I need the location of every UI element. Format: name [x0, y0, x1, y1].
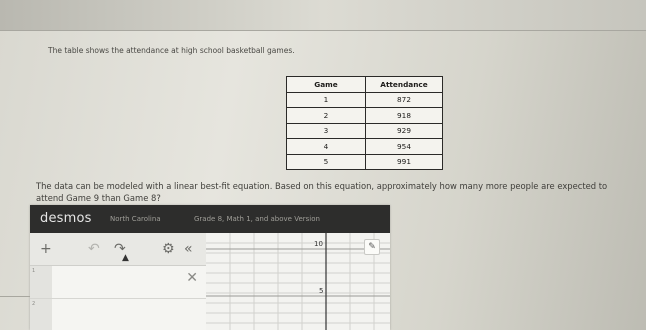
attendance-table	[286, 76, 443, 170]
question-body-line1: The data can be modeled with a linear best-fit equation. Based on this equation, approximately how many more people are expected to	[36, 181, 608, 191]
undo-icon[interactable]: ↶	[88, 241, 100, 257]
collapse-panel-icon[interactable]: «	[184, 241, 193, 257]
desmos-calculator[interactable]	[30, 205, 390, 330]
table-row	[287, 92, 443, 108]
delete-expression-icon[interactable]: ✕	[186, 270, 198, 286]
column-header-game: Game	[287, 77, 366, 93]
expression-row[interactable]	[30, 299, 206, 330]
cell-game: 5	[287, 154, 366, 170]
y-tick-label-mid: 5	[319, 287, 324, 295]
settings-gear-icon[interactable]: ⚙	[162, 241, 175, 257]
divider-line	[0, 296, 30, 297]
cell-game: 4	[287, 139, 366, 155]
question-intro: The table shows the attendance at high school basketball games.	[48, 46, 295, 55]
column-header-attendance: Attendance	[366, 77, 443, 93]
desmos-state-label: North Carolina	[110, 215, 161, 223]
wrench-icon[interactable]: ✎	[364, 239, 380, 255]
cell-attendance: 918	[366, 108, 443, 124]
table-row	[287, 154, 443, 170]
expression-number: 1	[32, 268, 36, 274]
mouse-cursor-icon: ▲	[122, 253, 129, 263]
expression-index	[30, 266, 52, 298]
question-body-line2: attend Game 9 than Game 8?	[36, 193, 161, 203]
redo-icon[interactable]: ↷	[114, 241, 126, 257]
expression-index	[30, 299, 52, 330]
add-expression-button[interactable]: +	[40, 241, 52, 257]
desmos-logo: desmos	[40, 211, 92, 226]
desmos-grade-label: Grade 8, Math 1, and above Version	[194, 215, 320, 223]
table-row	[287, 139, 443, 155]
expression-panel	[30, 233, 206, 330]
cell-attendance: 929	[366, 123, 443, 139]
cell-game: 3	[287, 123, 366, 139]
expression-row[interactable]	[30, 266, 206, 299]
y-tick-label-top: 10	[314, 240, 323, 248]
graph-area[interactable]	[206, 233, 390, 330]
cell-attendance: 954	[366, 139, 443, 155]
table-row	[287, 108, 443, 124]
expression-toolbar	[30, 233, 206, 266]
cell-attendance: 872	[366, 92, 443, 108]
cell-game: 1	[287, 92, 366, 108]
question-text	[36, 180, 636, 204]
cell-attendance: 991	[366, 154, 443, 170]
table-row	[287, 123, 443, 139]
table-header-row	[287, 77, 443, 93]
browser-top-strip	[0, 0, 646, 31]
graph-grid	[206, 233, 390, 330]
desmos-header	[30, 205, 390, 233]
cell-game: 2	[287, 108, 366, 124]
expression-number: 2	[32, 301, 36, 307]
